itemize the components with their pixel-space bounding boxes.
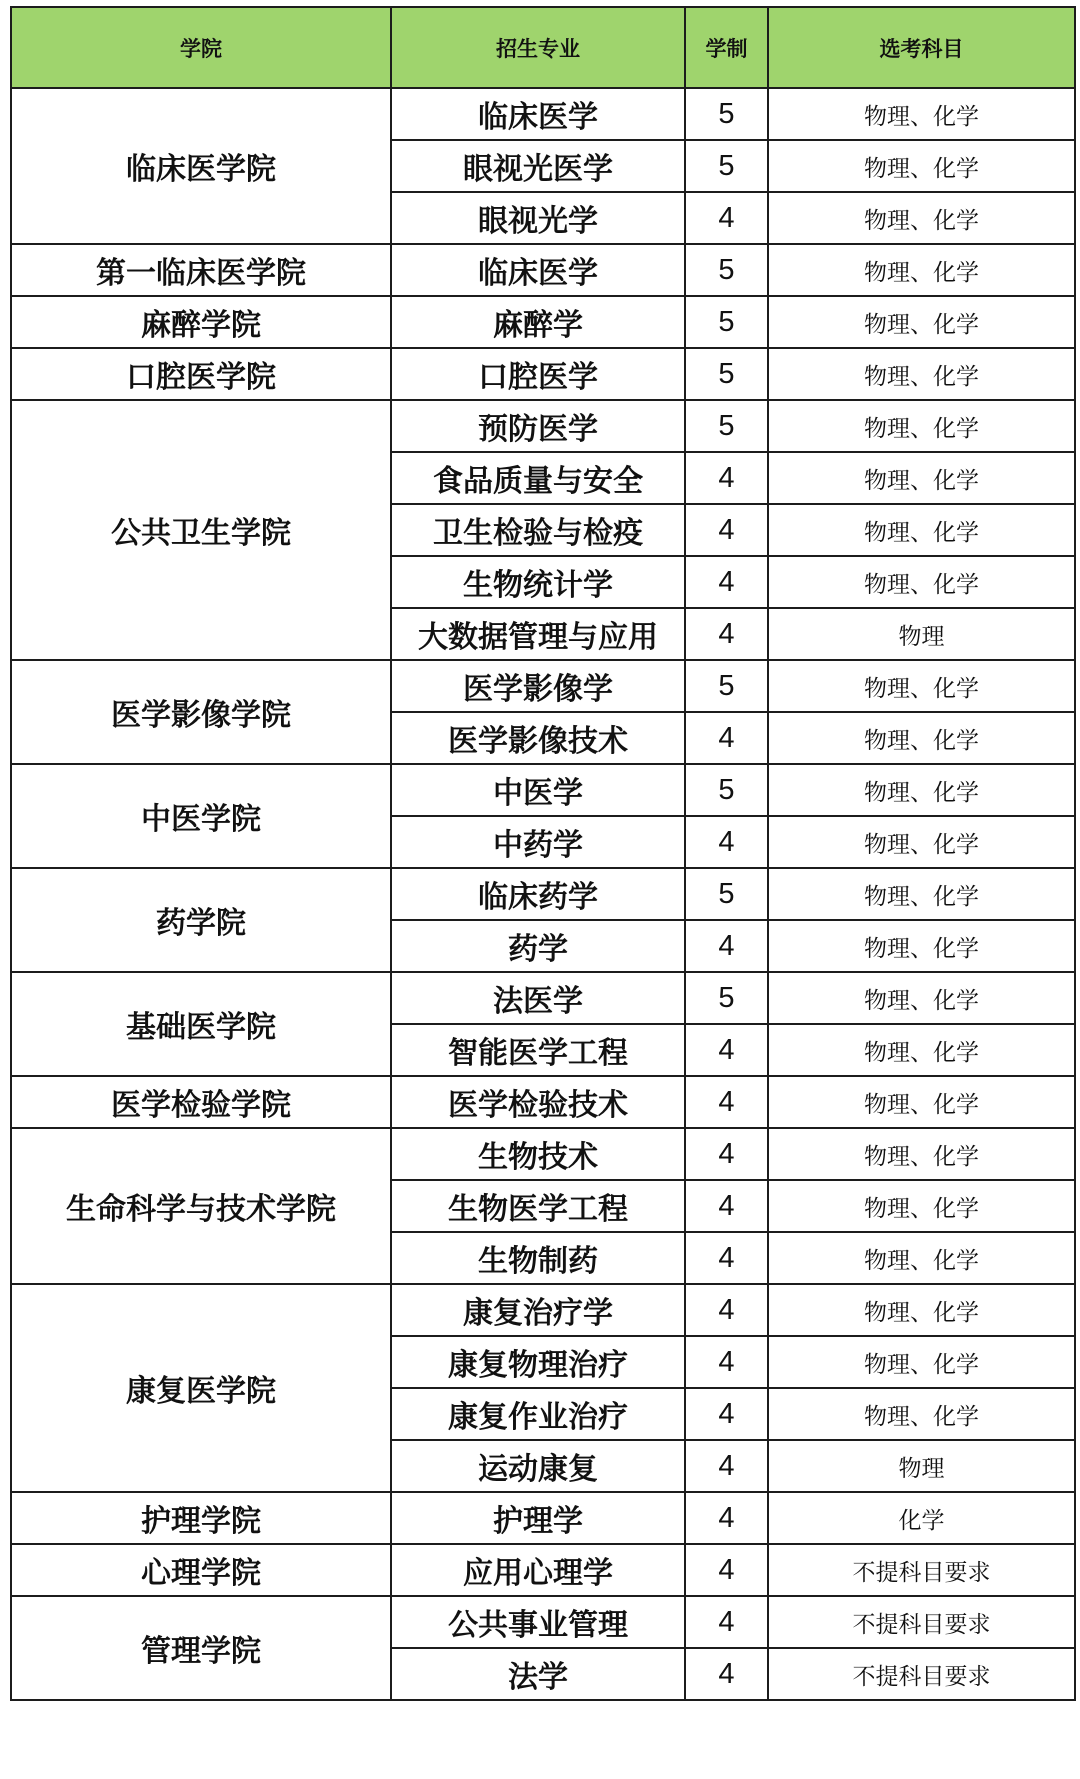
major-cell: 生物制药 [391,1232,685,1284]
subjects-cell: 物理 [768,1440,1075,1492]
subjects-cell: 物理、化学 [768,1024,1075,1076]
subjects-cell: 物理、化学 [768,348,1075,400]
subjects-cell: 物理、化学 [768,1180,1075,1232]
college-cell: 药学院 [11,868,391,972]
subjects-cell: 物理、化学 [768,920,1075,972]
college-cell: 医学检验学院 [11,1076,391,1128]
years-cell: 4 [685,1336,768,1388]
major-cell: 医学检验技术 [391,1076,685,1128]
table-row [11,1596,1075,1648]
subjects-cell: 物理、化学 [768,712,1075,764]
major-cell: 卫生检验与检疫 [391,504,685,556]
major-cell: 生物统计学 [391,556,685,608]
table-row [11,296,1075,348]
subjects-cell: 物理、化学 [768,452,1075,504]
major-cell: 中药学 [391,816,685,868]
major-cell: 应用心理学 [391,1544,685,1596]
years-cell: 4 [685,1388,768,1440]
major-cell: 公共事业管理 [391,1596,685,1648]
major-cell: 大数据管理与应用 [391,608,685,660]
years-cell: 4 [685,452,768,504]
years-cell: 4 [685,1492,768,1544]
years-cell: 4 [685,816,768,868]
major-cell: 医学影像技术 [391,712,685,764]
table-row [11,244,1075,296]
years-cell: 4 [685,920,768,972]
subjects-cell: 物理、化学 [768,660,1075,712]
major-cell: 医学影像学 [391,660,685,712]
subjects-cell: 不提科目要求 [768,1544,1075,1596]
major-cell: 中医学 [391,764,685,816]
college-cell: 基础医学院 [11,972,391,1076]
table-row [11,88,1075,140]
college-cell: 中医学院 [11,764,391,868]
header-college: 学院 [11,7,391,88]
subjects-cell: 物理、化学 [768,140,1075,192]
years-cell: 4 [685,504,768,556]
subjects-cell: 物理、化学 [768,1336,1075,1388]
major-cell: 眼视光医学 [391,140,685,192]
major-cell: 生物医学工程 [391,1180,685,1232]
table-row [11,972,1075,1024]
subjects-cell: 物理、化学 [768,88,1075,140]
college-cell: 第一临床医学院 [11,244,391,296]
years-cell: 5 [685,400,768,452]
college-cell: 医学影像学院 [11,660,391,764]
major-cell: 药学 [391,920,685,972]
years-cell: 4 [685,1284,768,1336]
major-cell: 临床药学 [391,868,685,920]
college-cell: 心理学院 [11,1544,391,1596]
years-cell: 5 [685,660,768,712]
college-cell: 康复医学院 [11,1284,391,1492]
college-cell: 护理学院 [11,1492,391,1544]
table-header [11,7,1075,88]
major-cell: 临床医学 [391,244,685,296]
major-cell: 麻醉学 [391,296,685,348]
subjects-cell: 物理 [768,608,1075,660]
subjects-cell: 物理、化学 [768,1284,1075,1336]
table-row [11,660,1075,712]
college-cell: 生命科学与技术学院 [11,1128,391,1284]
years-cell: 5 [685,868,768,920]
years-cell: 4 [685,1544,768,1596]
college-cell: 公共卫生学院 [11,400,391,660]
major-cell: 康复治疗学 [391,1284,685,1336]
years-cell: 5 [685,244,768,296]
major-cell: 法医学 [391,972,685,1024]
table-row [11,1076,1075,1128]
header-row [11,7,1075,88]
subjects-cell: 物理、化学 [768,504,1075,556]
subjects-cell: 物理、化学 [768,868,1075,920]
subjects-cell: 物理、化学 [768,192,1075,244]
subjects-cell: 不提科目要求 [768,1596,1075,1648]
major-cell: 法学 [391,1648,685,1700]
header-major: 招生专业 [391,7,685,88]
years-cell: 4 [685,1024,768,1076]
subjects-cell: 物理、化学 [768,1232,1075,1284]
header-years: 学制 [685,7,768,88]
major-cell: 预防医学 [391,400,685,452]
years-cell: 4 [685,556,768,608]
subjects-cell: 物理、化学 [768,296,1075,348]
subjects-cell: 物理、化学 [768,1128,1075,1180]
subjects-cell: 物理、化学 [768,244,1075,296]
subjects-cell: 物理、化学 [768,556,1075,608]
major-cell: 智能医学工程 [391,1024,685,1076]
subjects-cell: 物理、化学 [768,972,1075,1024]
college-cell: 管理学院 [11,1596,391,1700]
table-row [11,1128,1075,1180]
subjects-cell: 物理、化学 [768,1388,1075,1440]
table-row [11,348,1075,400]
years-cell: 4 [685,1232,768,1284]
major-cell: 眼视光学 [391,192,685,244]
subjects-cell: 物理、化学 [768,816,1075,868]
table-row [11,868,1075,920]
subjects-cell: 物理、化学 [768,764,1075,816]
subjects-cell: 物理、化学 [768,400,1075,452]
subjects-cell: 物理、化学 [768,1076,1075,1128]
major-cell: 食品质量与安全 [391,452,685,504]
years-cell: 4 [685,1076,768,1128]
years-cell: 5 [685,348,768,400]
years-cell: 4 [685,712,768,764]
table-body [11,88,1075,1700]
major-cell: 口腔医学 [391,348,685,400]
years-cell: 4 [685,1648,768,1700]
table-row [11,400,1075,452]
subjects-cell: 化学 [768,1492,1075,1544]
table-row [11,1492,1075,1544]
college-cell: 口腔医学院 [11,348,391,400]
subjects-cell: 不提科目要求 [768,1648,1075,1700]
table-row [11,1284,1075,1336]
major-cell: 临床医学 [391,88,685,140]
years-cell: 5 [685,88,768,140]
header-subjects: 选考科目 [768,7,1075,88]
years-cell: 5 [685,764,768,816]
college-cell: 麻醉学院 [11,296,391,348]
college-cell: 临床医学院 [11,88,391,244]
years-cell: 5 [685,140,768,192]
years-cell: 4 [685,1596,768,1648]
years-cell: 4 [685,1440,768,1492]
enrollment-table [10,6,1076,1701]
major-cell: 生物技术 [391,1128,685,1180]
major-cell: 护理学 [391,1492,685,1544]
years-cell: 5 [685,972,768,1024]
major-cell: 康复作业治疗 [391,1388,685,1440]
major-cell: 康复物理治疗 [391,1336,685,1388]
years-cell: 4 [685,608,768,660]
table-row [11,1544,1075,1596]
major-cell: 运动康复 [391,1440,685,1492]
years-cell: 4 [685,1180,768,1232]
table-row [11,764,1075,816]
years-cell: 4 [685,1128,768,1180]
years-cell: 5 [685,296,768,348]
years-cell: 4 [685,192,768,244]
